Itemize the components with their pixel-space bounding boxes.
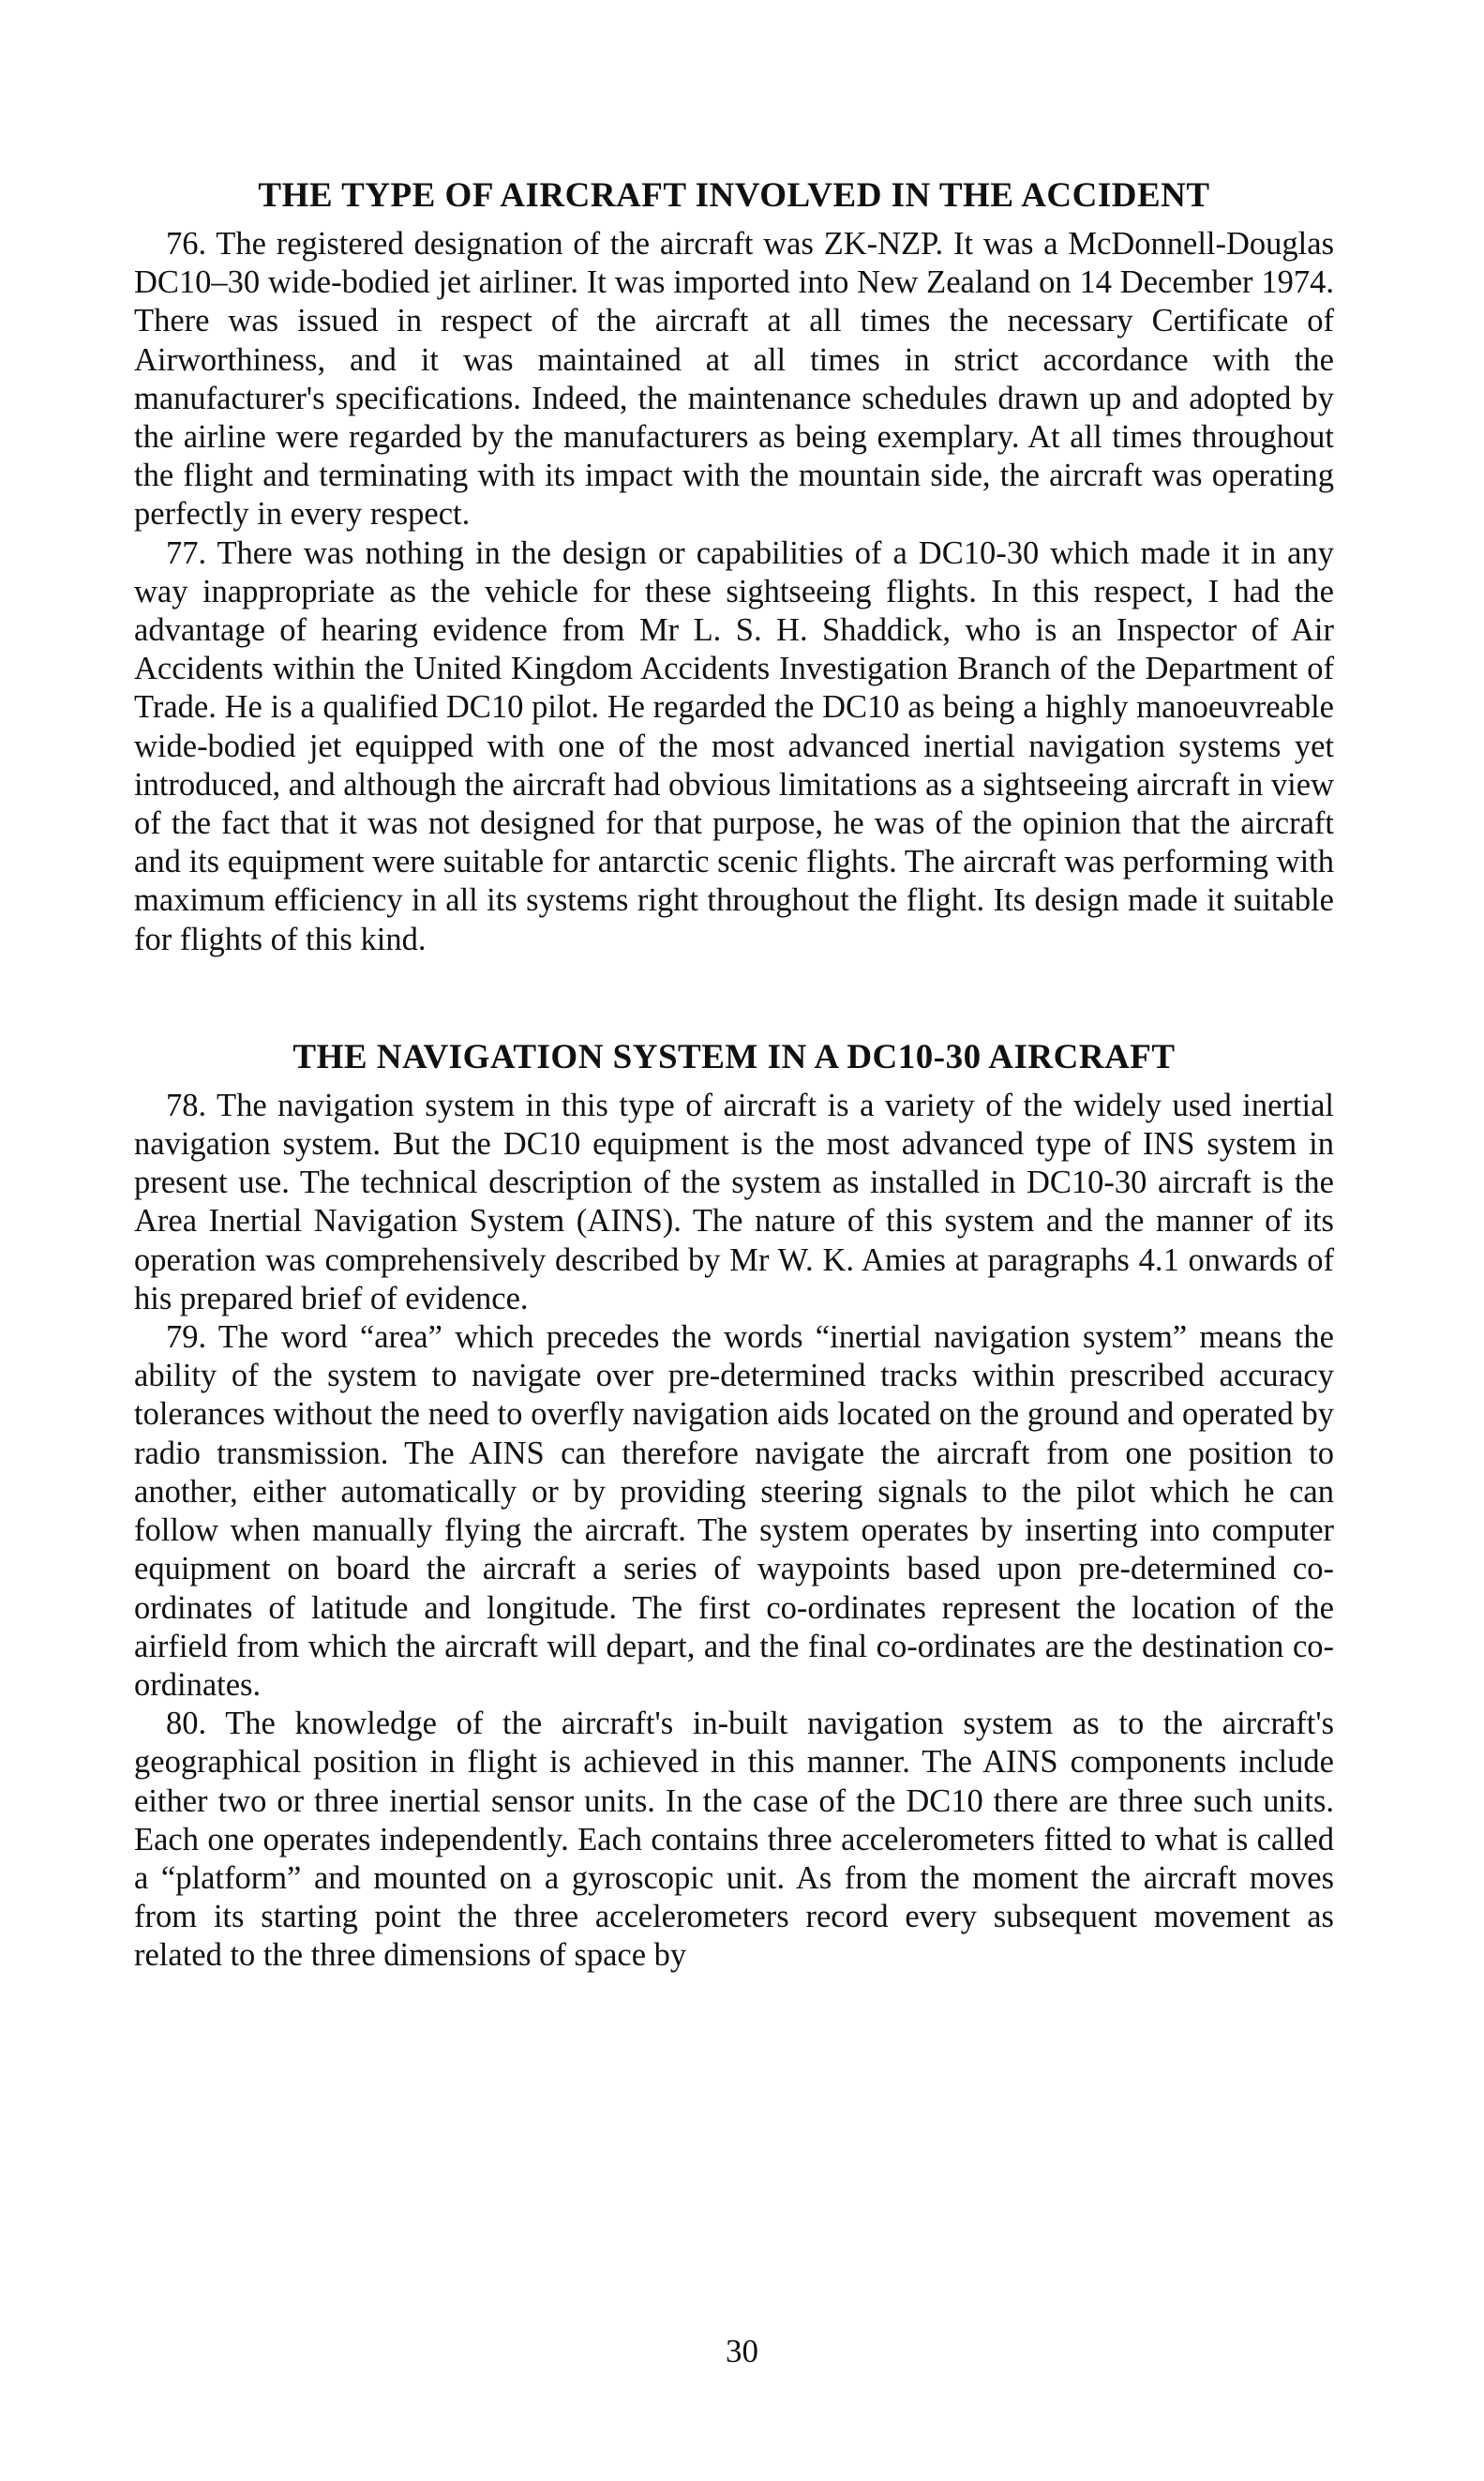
paragraph-76: 76. The registered designation of the aircraft was ZK-NZP. It was a McDonnell-Douglas DC10–30 wide-bodied jet airliner. It was imported into New Zealand on 14 December 1974. There was issued in respect of the aircraft at all times the necessary Certificate of Airworthiness, and it was maintained at all times in strict accordance with the manufacturer's specifications. Indeed, the maintenance schedules drawn up and adopted by the airline were regarded by the manufacturers as being exemplary. At all times throughout the flight and terminating with its impact with the mountain side, the aircraft was operating perfectly in every respect. [134,226,1334,533]
paragraph-77: 77. There was nothing in the design or capabilities of a DC10-30 which made it in any way inappropriate as the vehicle for these sightseeing flights. In this respect, I had the advantage of hearing evidence from Mr L. S. H. Shaddick, who is an Inspector of Air Accidents within the United Kingdom Accidents Investigation Branch of the Department of Trade. He is a qualified DC10 pilot. He regarded the DC10 as being a highly manoeuvreable wide-bodied jet equipped with one of the most advanced inertial navigation systems yet introduced, and although the aircraft had obvious limitations as a sightseeing aircraft in view of the fact that it was not designed for that purpose, he was of the opinion that the aircraft and its equipment were suitable for antarctic scenic flights. The aircraft was performing with maximum efficiency in all its systems right throughout the flight. Its design made it suitable for flights of this kind. [134,534,1334,957]
paragraph-79: 79. The word “area” which precedes the words “inertial navigation system” means the ability of the system to navigate over pre-determined tracks within prescribed accuracy tolerances without the need to overfly navigation aids located on the ground and operated by radio transmission. The AINS can therefore navigate the aircraft from one position to another, either automatically or by providing steering signals to the pilot which he can follow when manually flying the aircraft. The system operates by inserting into computer equipment on board the aircraft a series of waypoints based upon pre-determined co-ordinates of latitude and longitude. The first co-ordinates represent the location of the airfield from which the aircraft will depart, and the final co-ordinates are the destination co-ordinates. [134,1319,1334,1703]
section-heading-aircraft-type: THE TYPE OF AIRCRAFT INVOLVED IN THE ACCIDENT [258,176,1210,215]
paragraph-80: 80. The knowledge of the aircraft's in-built navigation system as to the aircraft's geographical position in flight is achieved in this manner. The AINS components include either two or three inertial sensor units. In the case of the DC10 there are three such units. Each one operates independently. Each contains three accelerometers fitted to what is called a “platform” and mounted on a gyroscopic unit. As from the moment the aircraft moves from its starting point the three accelerometers record every subsequent movement as related to the three dimensions of space by [134,1706,1334,1974]
page-number: 30 [726,2333,758,2369]
document-page [134,174,1334,1976]
paragraph-78: 78. The navigation system in this type of aircraft is a variety of the widely used inertial navigation system. But the DC10 equipment is the most advanced type of INS system in present use. The technical description of the system as installed in DC10-30 aircraft is the Area Inertial Navigation System (AINS). The nature of this system and the manner of its operation was comprehensively described by Mr W. K. Amies at paragraphs 4.1 onwards of his prepared brief of evidence. [134,1087,1334,1316]
section-heading-navigation-system: THE NAVIGATION SYSTEM IN A DC10-30 AIRCRAFT [292,1037,1176,1076]
